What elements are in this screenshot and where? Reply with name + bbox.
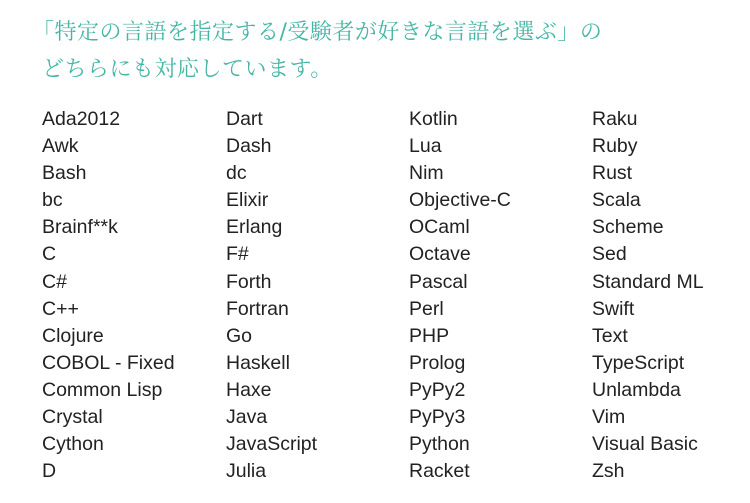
language-item: dc [226,162,247,185]
language-item: Julia [226,460,267,483]
language-item: Ada2012 [42,108,121,130]
language-item: Awk [42,135,79,158]
language-item: OCaml [409,216,470,239]
language-item: Dash [226,135,272,158]
language-item: Nim [409,162,444,185]
language-column-1 [42,106,175,485]
language-column-4 [592,106,704,485]
language-item: TypeScript [592,351,685,374]
language-item: Sed [592,243,627,266]
language-item: Perl [409,297,444,320]
language-item: Erlang [226,216,283,239]
language-item: bc [42,189,63,212]
language-item: Unlambda [592,378,681,401]
language-item: F# [226,243,249,266]
language-item: Objective-C [409,189,511,212]
language-item: Fortran [226,297,289,320]
language-item: Raku [592,108,638,130]
language-item: Rust [592,162,633,185]
language-item: Pascal [409,270,468,293]
language-item: Octave [409,243,471,266]
language-item: Haskell [226,351,290,374]
language-item: C# [42,270,67,293]
language-item: Standard ML [592,270,704,293]
language-item: Zsh [592,460,625,483]
language-item: JavaScript [226,433,318,456]
language-item: Python [409,433,470,456]
language-item: Forth [226,270,272,293]
language-item: Haxe [226,378,272,401]
language-item: D [42,460,57,483]
language-item: Prolog [409,351,466,374]
heading-line-2: どちらにも対応しています。 [42,57,333,82]
language-item: Swift [592,297,635,320]
language-item: PyPy2 [409,378,466,401]
language-item: Java [226,406,268,429]
language-item: Clojure [42,324,104,347]
language-item: Racket [409,460,470,483]
language-item: C++ [42,297,79,320]
language-item: Brainf**k [42,216,118,239]
language-item: Kotlin [409,108,458,130]
language-item: Scala [592,189,641,212]
language-item: Scheme [592,216,664,239]
language-item: Ruby [592,135,638,158]
language-column-2 [226,106,317,485]
language-item: COBOL - Fixed [42,351,175,374]
language-item: Vim [592,406,626,429]
language-item: Visual Basic [592,433,698,456]
language-item: Common Lisp [42,378,163,401]
language-item: Bash [42,162,87,185]
language-column-3 [409,106,511,485]
page-heading [32,14,732,88]
language-item: Crystal [42,406,103,429]
language-item: Lua [409,135,442,158]
language-item: Dart [226,108,263,130]
language-item: PyPy3 [409,406,466,429]
heading-line-1: 「特定の言語を指定する/受験者が好きな言語を選ぶ」の [32,20,603,45]
language-item: Cython [42,433,104,456]
language-item: Go [226,324,253,347]
language-item: PHP [409,324,450,347]
language-item: C [42,243,57,266]
language-item: Text [592,324,628,347]
language-item: Elixir [226,189,269,212]
